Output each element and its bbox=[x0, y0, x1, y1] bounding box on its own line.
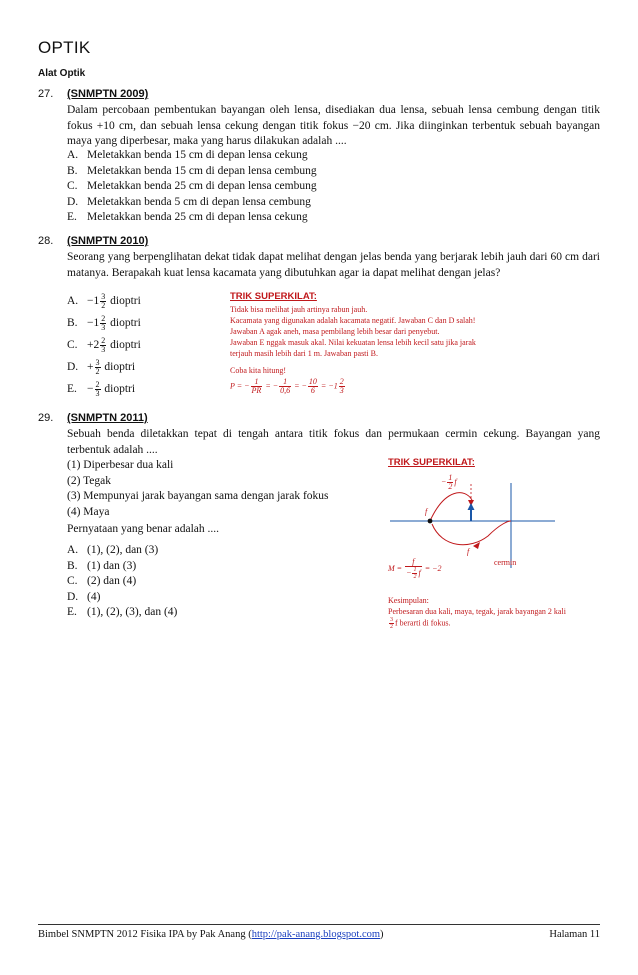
magnification-formula: M = f − $\frac{1}{2}$ f = −2 bbox=[388, 557, 442, 580]
trik-line: Tidak bisa melihat jauh artinya rabun jauh. bbox=[230, 305, 368, 314]
page-number: Halaman 11 bbox=[549, 929, 600, 940]
half-f-label: − $\frac{1}{2}$ f bbox=[441, 473, 457, 491]
q29-trik-heading: TRIK SUPERKILAT: bbox=[388, 457, 475, 468]
trik-line: terjauh masih lebih dari 1 m. Jawaban pasti B. bbox=[230, 349, 378, 358]
mirror-label: cermin bbox=[494, 558, 517, 567]
q29-options bbox=[67, 543, 177, 621]
option-item[interactable]: A. −1 $\frac{3}{2}$ dioptri bbox=[67, 292, 141, 310]
q29-source: (SNMPTN 2011) bbox=[67, 412, 148, 424]
trik-line: Coba kita hitung! bbox=[230, 366, 286, 375]
q27-source: (SNMPTN 2009) bbox=[67, 88, 149, 100]
q29-prompt: Pernyataan yang benar adalah .... bbox=[67, 523, 219, 535]
option-item[interactable]: E. (1), (2), (3), dan (4) bbox=[67, 606, 178, 619]
option-item[interactable]: C. +2 $\frac{2}{3}$ dioptri bbox=[67, 336, 141, 354]
option-item[interactable]: D. Meletakkan benda 5 cm di depan lensa cembung bbox=[67, 195, 311, 208]
ray-arc-upper bbox=[430, 493, 472, 521]
q28-number: 28. bbox=[38, 235, 54, 247]
footer-link[interactable]: http://pak-anang.blogspot.com bbox=[251, 929, 381, 940]
option-item[interactable]: B. (1) dan (3) bbox=[67, 559, 137, 572]
option-item[interactable]: E. − $\frac{2}{3}$ dioptri bbox=[67, 380, 136, 398]
q29-text: Sebuah benda diletakkan tepat di tengah antara titik fokus dan permukaan cermin cekung. Bayangan yang terbentuk adalah .... bbox=[67, 428, 600, 456]
q27-options bbox=[67, 148, 317, 226]
focus-label-right: f bbox=[467, 547, 470, 556]
q28-options bbox=[67, 293, 141, 403]
statement-item: (1) Diperbesar dua kali bbox=[67, 459, 174, 471]
option-item[interactable]: C. (2) dan (4) bbox=[67, 575, 137, 588]
trik-line: Jawaban A agak aneh, masa pembilang lebih besar dari penyebut. bbox=[230, 327, 440, 336]
trik-line: Kacamata yang digunakan adalah kacamata negatif. Jawaban C dan D salah! bbox=[230, 316, 476, 325]
trik-formula: P = − $\frac{1}{PR}$ = − $\frac{1}{0,6}$ = − $\frac{10}{6}$ = −1 $\frac{2}{3}$ bbox=[230, 377, 344, 395]
conclusion-box: Kesimpulan: Perbesaran dua kali, maya, tegak, jarak bayangan 2 kali $\frac{3}{2}$ f berarti di fokus. bbox=[388, 596, 566, 630]
option-item[interactable]: E. Meletakkan benda 25 cm di depan lensa cekung bbox=[67, 211, 308, 224]
statement-item: (3) Mempunyai jarak bayangan sama dengan jarak fokus bbox=[67, 490, 329, 503]
option-item[interactable]: A. (1), (2), dan (3) bbox=[67, 544, 159, 556]
option-item[interactable]: B. Meletakkan benda 15 cm di depan lensa cembung bbox=[67, 164, 317, 177]
section-heading: Alat Optik bbox=[38, 68, 86, 79]
page-title: OPTIK bbox=[38, 38, 91, 57]
q28-trik-box bbox=[230, 291, 600, 395]
focus-point bbox=[428, 519, 433, 524]
footer: Bimbel SNMPTN 2012 Fisika IPA by Pak Anang (http://pak-anang.blogspot.com) Halaman 11 bbox=[38, 929, 600, 940]
option-item[interactable]: D. + $\frac{3}{2}$ dioptri bbox=[67, 358, 136, 376]
q28-source: (SNMPTN 2010) bbox=[67, 235, 149, 247]
option-item[interactable]: C. Meletakkan benda 25 cm di depan lensa cembung bbox=[67, 180, 317, 193]
object-arrow-icon bbox=[468, 503, 475, 510]
option-item[interactable]: A. Meletakkan benda 15 cm di depan lensa cekung bbox=[67, 149, 308, 161]
option-item[interactable]: B. −1 $\frac{2}{3}$ dioptri bbox=[67, 314, 141, 332]
statement-item: (4) Maya bbox=[67, 505, 110, 518]
q27-text: Dalam percobaan pembentukan bayangan oleh lensa, disediakan dua lensa, sebuah lensa cembung dengan titik fokus +10 cm, dan sebuah lensa cekung dengan titik fokus −20 cm. Jika diinginkan terbentuk sebuah bayangan maya yang diperbesar, maka yang harus dilakukan adalah .... bbox=[67, 104, 600, 148]
focus-label-left: f bbox=[425, 507, 428, 516]
trik-line: Jawaban E nggak masuk akal. Nilai kekuatan lensa lebih kecil satu jika jarak bbox=[230, 338, 476, 347]
q29-number: 29. bbox=[38, 412, 54, 424]
q29-statements bbox=[67, 458, 377, 520]
footer-text: Bimbel SNMPTN 2012 Fisika IPA by Pak Anang ( bbox=[38, 929, 252, 940]
ray-arc-lower bbox=[432, 521, 511, 545]
q28-text: Seorang yang berpenglihatan dekat tidak dapat melihat dengan jelas benda yang berjarak lebih jauh dari 60 cm dari matanya. Berapakah kuat lensa kacamata yang dibutuhkan agar ia dapat melihat dengan jelas? bbox=[67, 251, 600, 279]
q27-number: 27. bbox=[38, 88, 54, 100]
option-item[interactable]: D. (4) bbox=[67, 590, 101, 603]
trik-heading: TRIK SUPERKILAT: bbox=[230, 291, 317, 302]
footer-divider bbox=[38, 924, 600, 925]
statement-item: (2) Tegak bbox=[67, 474, 112, 487]
